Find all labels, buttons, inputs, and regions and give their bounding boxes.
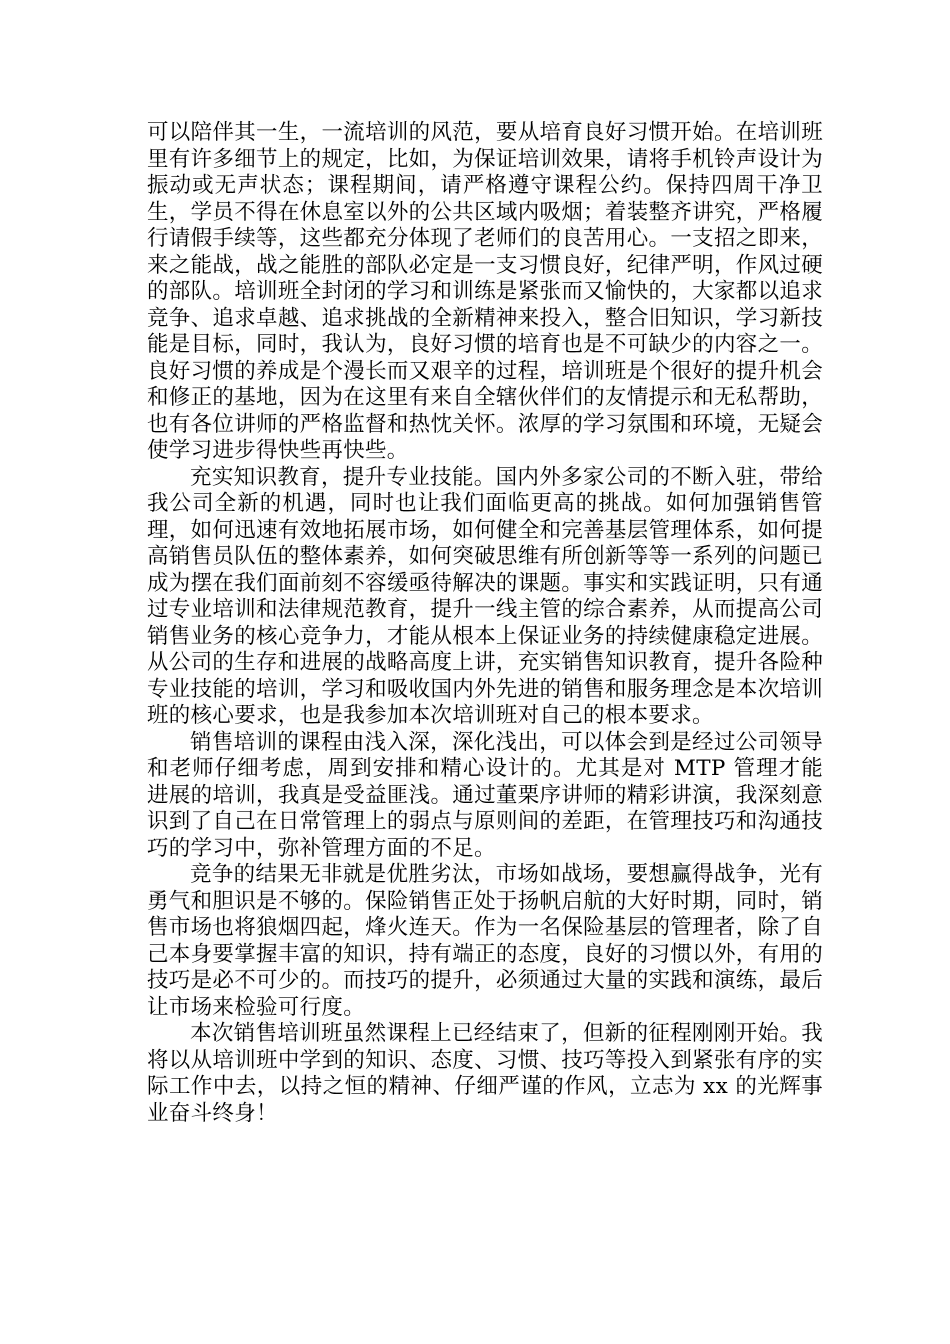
- paragraph-habits: 可以陪伴其一生，一流培训的风范，要从培育良好习惯开始。在培训班里有许多细节上的规定，比如，为保证培训效果，请将手机铃声设计为振动或无声状态；课程期间，请严格遵守课程公约。保持四周干净卫生，学员不得在休息室以外的公共区域内吸烟；着装整齐讲究，严格履行请假手续等，这些都充分体现了老师们的良苦用心。一支招之即来，来之能战，战之能胜的部队必定是一支习惯良好，纪律严明，作风过硬的部队。培训班全封闭的学习和训练是紧张而又愉快的，大家都以追求竞争、追求卓越、追求挑战的全新精神来投入，整合旧知识，学习新技能是目标，同时，我认为，良好习惯的培育也是不可缺少的内容之一。良好习惯的养成是个漫长而又艰辛的过程，培训班是个很好的提升机会和修正的基地，因为在这里有来自全辖伙伴们的友情提示和无私帮助，也有各位讲师的严格监督和热忱关怀。浓厚的学习氛围和环境，无疑会使学习进步得快些再快些。: [147, 120, 823, 463]
- paragraph-course-mtp: 销售培训的课程由浅入深，深化浅出，可以体会到是经过公司领导和老师仔细考虑，周到安排和精心设计的。尤其是对 MTP 管理才能进展的培训，我真是受益匪浅。通过董栗序讲师的精彩讲演，我深刻意识到了自己在日常管理上的弱点与原则间的差距，在管理技巧和沟通技巧的学习中，弥补管理方面的不足。: [147, 729, 823, 861]
- paragraph-knowledge-skills: 充实知识教育，提升专业技能。国内外多家公司的不断入驻，带给我公司全新的机遇，同时也让我们面临更高的挑战。如何加强销售管理，如何迅速有效地拓展市场，如何健全和完善基层管理体系，如何提高销售员队伍的整体素养，如何突破思维有所创新等等一系列的问题已成为摆在我们面前刻不容缓亟待解决的课题。事实和实践证明，只有通过专业培训和法律规范教育，提升一线主管的综合素养，从而提高公司销售业务的核心竞争力，才能从根本上保证业务的持续健康稳定进展。从公司的生存和进展的战略高度上讲，充实销售知识教育，提升各险种专业技能的培训，学习和吸收国内外先进的销售和服务理念是本次培训班的核心要求，也是我参加本次培训班对自己的根本要求。: [147, 464, 823, 728]
- paragraph-conclusion: 本次销售培训班虽然课程上已经结束了，但新的征程刚刚开始。我将以从培训班中学到的知识、态度、习惯、技巧等投入到紧张有序的实际工作中去，以持之恒的精神、仔细严谨的作风，立志为 xx 的光辉事业奋斗终身！: [147, 1021, 823, 1126]
- document-body: [147, 120, 823, 1127]
- paragraph-competition: 竞争的结果无非就是优胜劣汰，市场如战场，要想赢得战争，光有勇气和胆识是不够的。保险销售正处于扬帆启航的大好时期，同时，销售市场也将狼烟四起，烽火连天。作为一名保险基层的管理者，除了自己本身要掌握丰富的知识，持有端正的态度，良好的习惯以外，有用的技巧是必不可少的。而技巧的提升，必须通过大量的实践和演练，最后让市场来检验可行度。: [147, 862, 823, 1020]
